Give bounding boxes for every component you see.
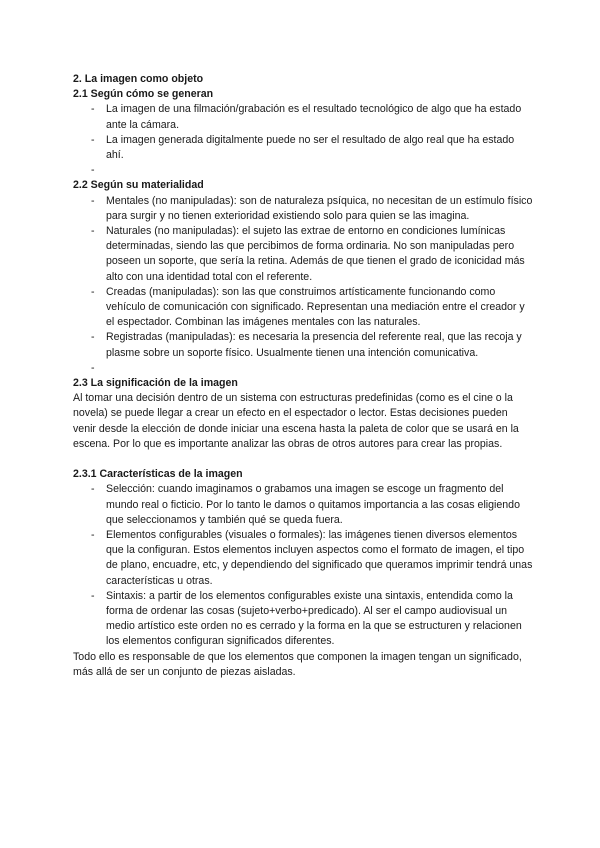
subsection-heading: 2.3.1 Características de la imagen <box>73 468 243 481</box>
empty-list-item <box>73 361 533 376</box>
section-heading: 2. La imagen como objeto <box>73 73 204 85</box>
list-item: - La imagen generada digitalmente puede no ser el resultado de algo real que ha estado ahí. <box>73 133 533 163</box>
bullet-list <box>73 102 533 178</box>
list-item: - Naturales (no manipuladas): el sujeto las extrae de entorno en condiciones lumínicas determinadas, siendo las que percibimos de forma ordinaria. No son manipuladas pero poseen un soporte, que sería la retina. Además de que tienen el grado de iconicidad más alto con una identidad total con el referente. <box>73 224 533 285</box>
list-item: - Creadas (manipuladas): son las que construimos artísticamente funcionando como vehículo de comunicación con significado. Representan una mediación entre el creador y el espectador. Combinan las imágenes mentales con las naturales. <box>73 285 533 331</box>
closing-paragraph: Todo ello es responsable de que los elementos que componen la imagen tengan un significado, más allá de ser un conjunto de piezas aisladas. <box>73 650 522 678</box>
list-item: - Elementos configurables (visuales o formales): las imágenes tienen diversos elementos que la configuran. Estos elementos incluyen aspectos como el formato de imagen, el tipo de plano, encuadre, etc, y dependiendo del significado que queramos imprimir tendrá unas características u otras. <box>73 528 533 589</box>
blank-line <box>73 452 533 467</box>
subsection-heading: 2.1 Según cómo se generan <box>73 88 214 101</box>
document-body <box>73 72 533 680</box>
list-item: - Mentales (no manipuladas): son de naturaleza psíquica, no necesitan de un estímulo físico para surgir y no tienen exterioridad existiendo solo para quien se las imagina. <box>73 194 533 224</box>
paragraph: Al tomar una decisión dentro de un sistema con estructuras predefinidas (como es el cine o la novela) se puede llegar a crear un efecto en el espectador o lector. Estas decisiones pueden venir desde la elección de donde iniciar una escena hasta la paleta de color que se usará en la escena. Por lo que es importante analizar las obras de otros autores para crear las propias. <box>73 392 519 450</box>
list-item: - La imagen de una filmación/grabación es el resultado tecnológico de algo que ha estado ante la cámara. <box>73 102 533 132</box>
bullet-list <box>73 482 533 649</box>
list-item: - Registradas (manipuladas): es necesaria la presencia del referente real, que las recoja y plasme sobre un soporte físico. Usualmente tienen una intención comunicativa. <box>73 330 533 360</box>
empty-list-item <box>73 163 533 178</box>
bullet-list <box>73 194 533 376</box>
list-item: - Sintaxis: a partir de los elementos configurables existe una sintaxis, entendida como la forma de ordenar las cosas (sujeto+verbo+predicado). Al ser el campo audiovisual un medio artístico este orden no es cerrado y la forma en la que se estructuren y relacionen los elementos configuran significados diferentes. <box>73 589 533 650</box>
subsection-heading: 2.3 La significación de la imagen <box>73 377 238 390</box>
list-item: - Selección: cuando imaginamos o grabamos una imagen se escoge un fragmento del mundo real o ficticio. Por lo tanto le damos o quitamos importancia a las cosas eligiendo que seleccionamos y también qué se queda fuera. <box>73 482 533 528</box>
subsection-heading: 2.2 Según su materialidad <box>73 179 204 192</box>
